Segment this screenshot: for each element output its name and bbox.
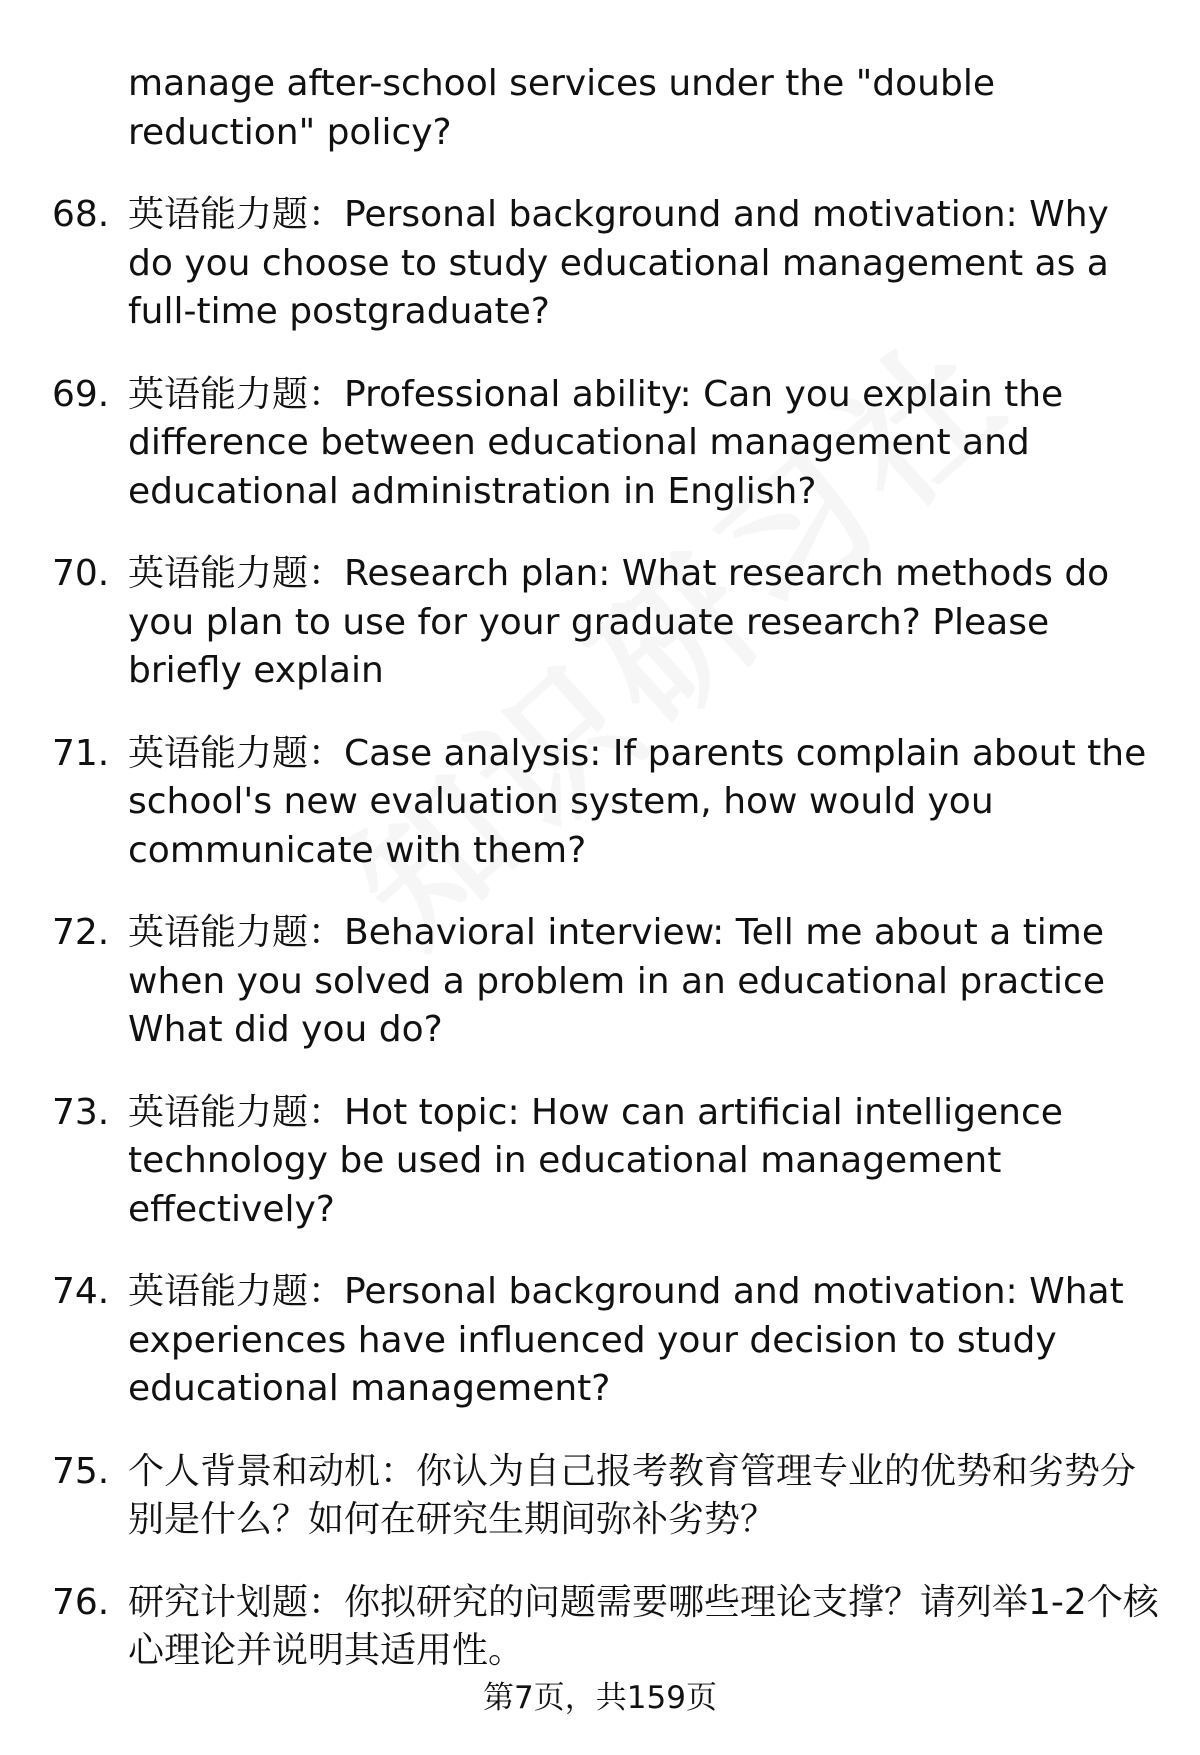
question-text: manage after-school services under the "double reduction" policy? <box>128 63 995 153</box>
question-item-68 <box>0 191 1200 337</box>
question-text: 英语能力题：Case analysis: If parents complain about the school's new evaluation system, how would you communicate with them? <box>128 732 1147 871</box>
question-number: 73. <box>52 1091 110 1133</box>
page-footer: 第7页，共159页 <box>483 1680 717 1716</box>
question-item-72 <box>0 909 1200 1055</box>
question-item-76 <box>0 1579 1200 1676</box>
question-text: 英语能力题：Behavioral interview: Tell me about a time when you solved a problem in an educational practice What did you do? <box>128 912 1105 1050</box>
question-item-75 <box>0 1448 1200 1545</box>
question-text: 英语能力题：Hot topic: How can artificial intelligence technology be used in educational management effectively? <box>128 1091 1063 1230</box>
question-number: 72. <box>52 912 110 953</box>
question-list <box>0 60 1200 1710</box>
question-text: 英语能力题：Research plan: What research methods do you plan to use for your graduate research? Please briefly explain <box>128 553 1110 691</box>
question-item-continued <box>0 60 1200 157</box>
question-item-70 <box>0 550 1200 696</box>
question-number: 69. <box>52 373 110 415</box>
question-text: 英语能力题：Personal background and motivation: What experiences have influenced your decision to study educational management? <box>128 1271 1124 1409</box>
question-number: 70. <box>52 553 110 594</box>
question-text: 英语能力题：Professional ability: Can you explain the difference between educational management and educational administration in English? <box>128 373 1064 512</box>
question-item-74 <box>0 1268 1200 1414</box>
question-item-73 <box>0 1089 1200 1235</box>
question-number: 71. <box>52 732 110 774</box>
question-number: 75. <box>52 1450 110 1492</box>
question-text: 英语能力题：Personal background and motivation: Why do you choose to study educational management as a full-time postgraduate? <box>128 194 1109 332</box>
question-text: 个人背景和动机：你认为自己报考教育管理专业的优势和劣势分别是什么？如何在研究生期间弥补劣势？ <box>128 1450 1137 1540</box>
question-item-71 <box>0 730 1200 876</box>
question-number: 68. <box>52 194 110 235</box>
question-number: 76. <box>52 1581 110 1623</box>
question-item-69 <box>0 371 1200 517</box>
question-text: 研究计划题：你拟研究的问题需要哪些理论支撑？请列举1-2个核心理论并说明其适用性。 <box>128 1581 1159 1671</box>
question-number: 74. <box>52 1271 110 1312</box>
